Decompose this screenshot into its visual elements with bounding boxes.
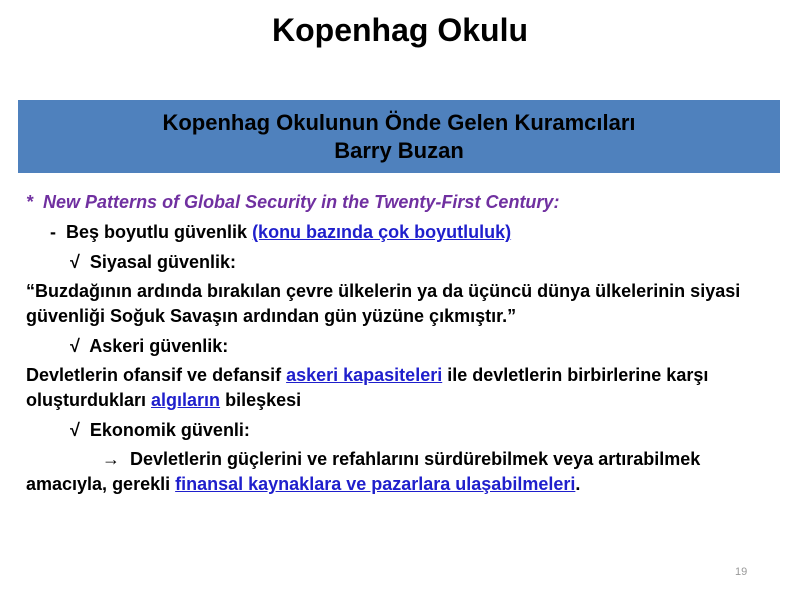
economic-heading: Ekonomik güvenli: xyxy=(89,420,250,440)
military-text-1: Devletlerin ofansif ve defansif xyxy=(26,365,282,385)
slide-number: 19 xyxy=(735,566,748,578)
banner-heading: Kopenhag Okulunun Önde Gelen Kuramcıları xyxy=(162,109,636,135)
multi-dimension-link[interactable]: (konu bazında çok boyutluluk) xyxy=(252,222,512,242)
arrow-icon: → xyxy=(102,449,120,469)
political-heading-line xyxy=(26,249,776,275)
military-capacity-link[interactable]: askeri kapasiteleri xyxy=(286,365,443,385)
five-dimension-text: Beş boyutlu güvenlik xyxy=(66,222,248,242)
banner-author: Barry Buzan xyxy=(334,137,464,163)
five-dimension-line xyxy=(26,219,776,245)
slide-content xyxy=(26,189,776,497)
book-title-line xyxy=(26,189,776,215)
military-paragraph xyxy=(26,363,776,413)
economic-text: Devletlerin güçlerini ve refahlarını sürdürebilmek veya artırabilmek amacıyla, gerekli xyxy=(26,449,701,494)
political-heading: Siyasal güvenlik: xyxy=(89,252,236,272)
military-text-3: bileşkesi xyxy=(225,390,302,410)
section-banner xyxy=(18,100,780,173)
economic-period: . xyxy=(575,474,581,494)
slide-title: Kopenhag Okulu xyxy=(272,12,528,48)
economic-paragraph xyxy=(26,447,776,497)
military-text-2: ile devletlerin birbirlerine karşı oluşturdukları xyxy=(26,365,709,410)
military-heading-line xyxy=(26,333,776,359)
financial-resources-link[interactable]: finansal kaynaklara ve pazarlara ulaşabilmeleri xyxy=(175,474,576,494)
economic-heading-line xyxy=(26,417,776,443)
political-quote: “Buzdağının ardında bırakılan çevre ülkelerin ya da üçüncü dünya ülkelerinin siyasi güvenliği Soğuk Savaşın ardından gün yüzüne çıkmıştır.” xyxy=(26,281,741,326)
dash-bullet: - xyxy=(50,222,56,242)
check-mark-icon: √ xyxy=(70,336,80,356)
check-mark-icon: √ xyxy=(70,252,80,272)
check-mark-icon: √ xyxy=(70,420,80,440)
star-bullet: * xyxy=(26,192,34,212)
perceptions-link[interactable]: algıların xyxy=(151,390,221,410)
book-title: New Patterns of Global Security in the Twenty-First Century: xyxy=(43,192,560,212)
military-heading: Askeri güvenlik: xyxy=(89,336,229,356)
